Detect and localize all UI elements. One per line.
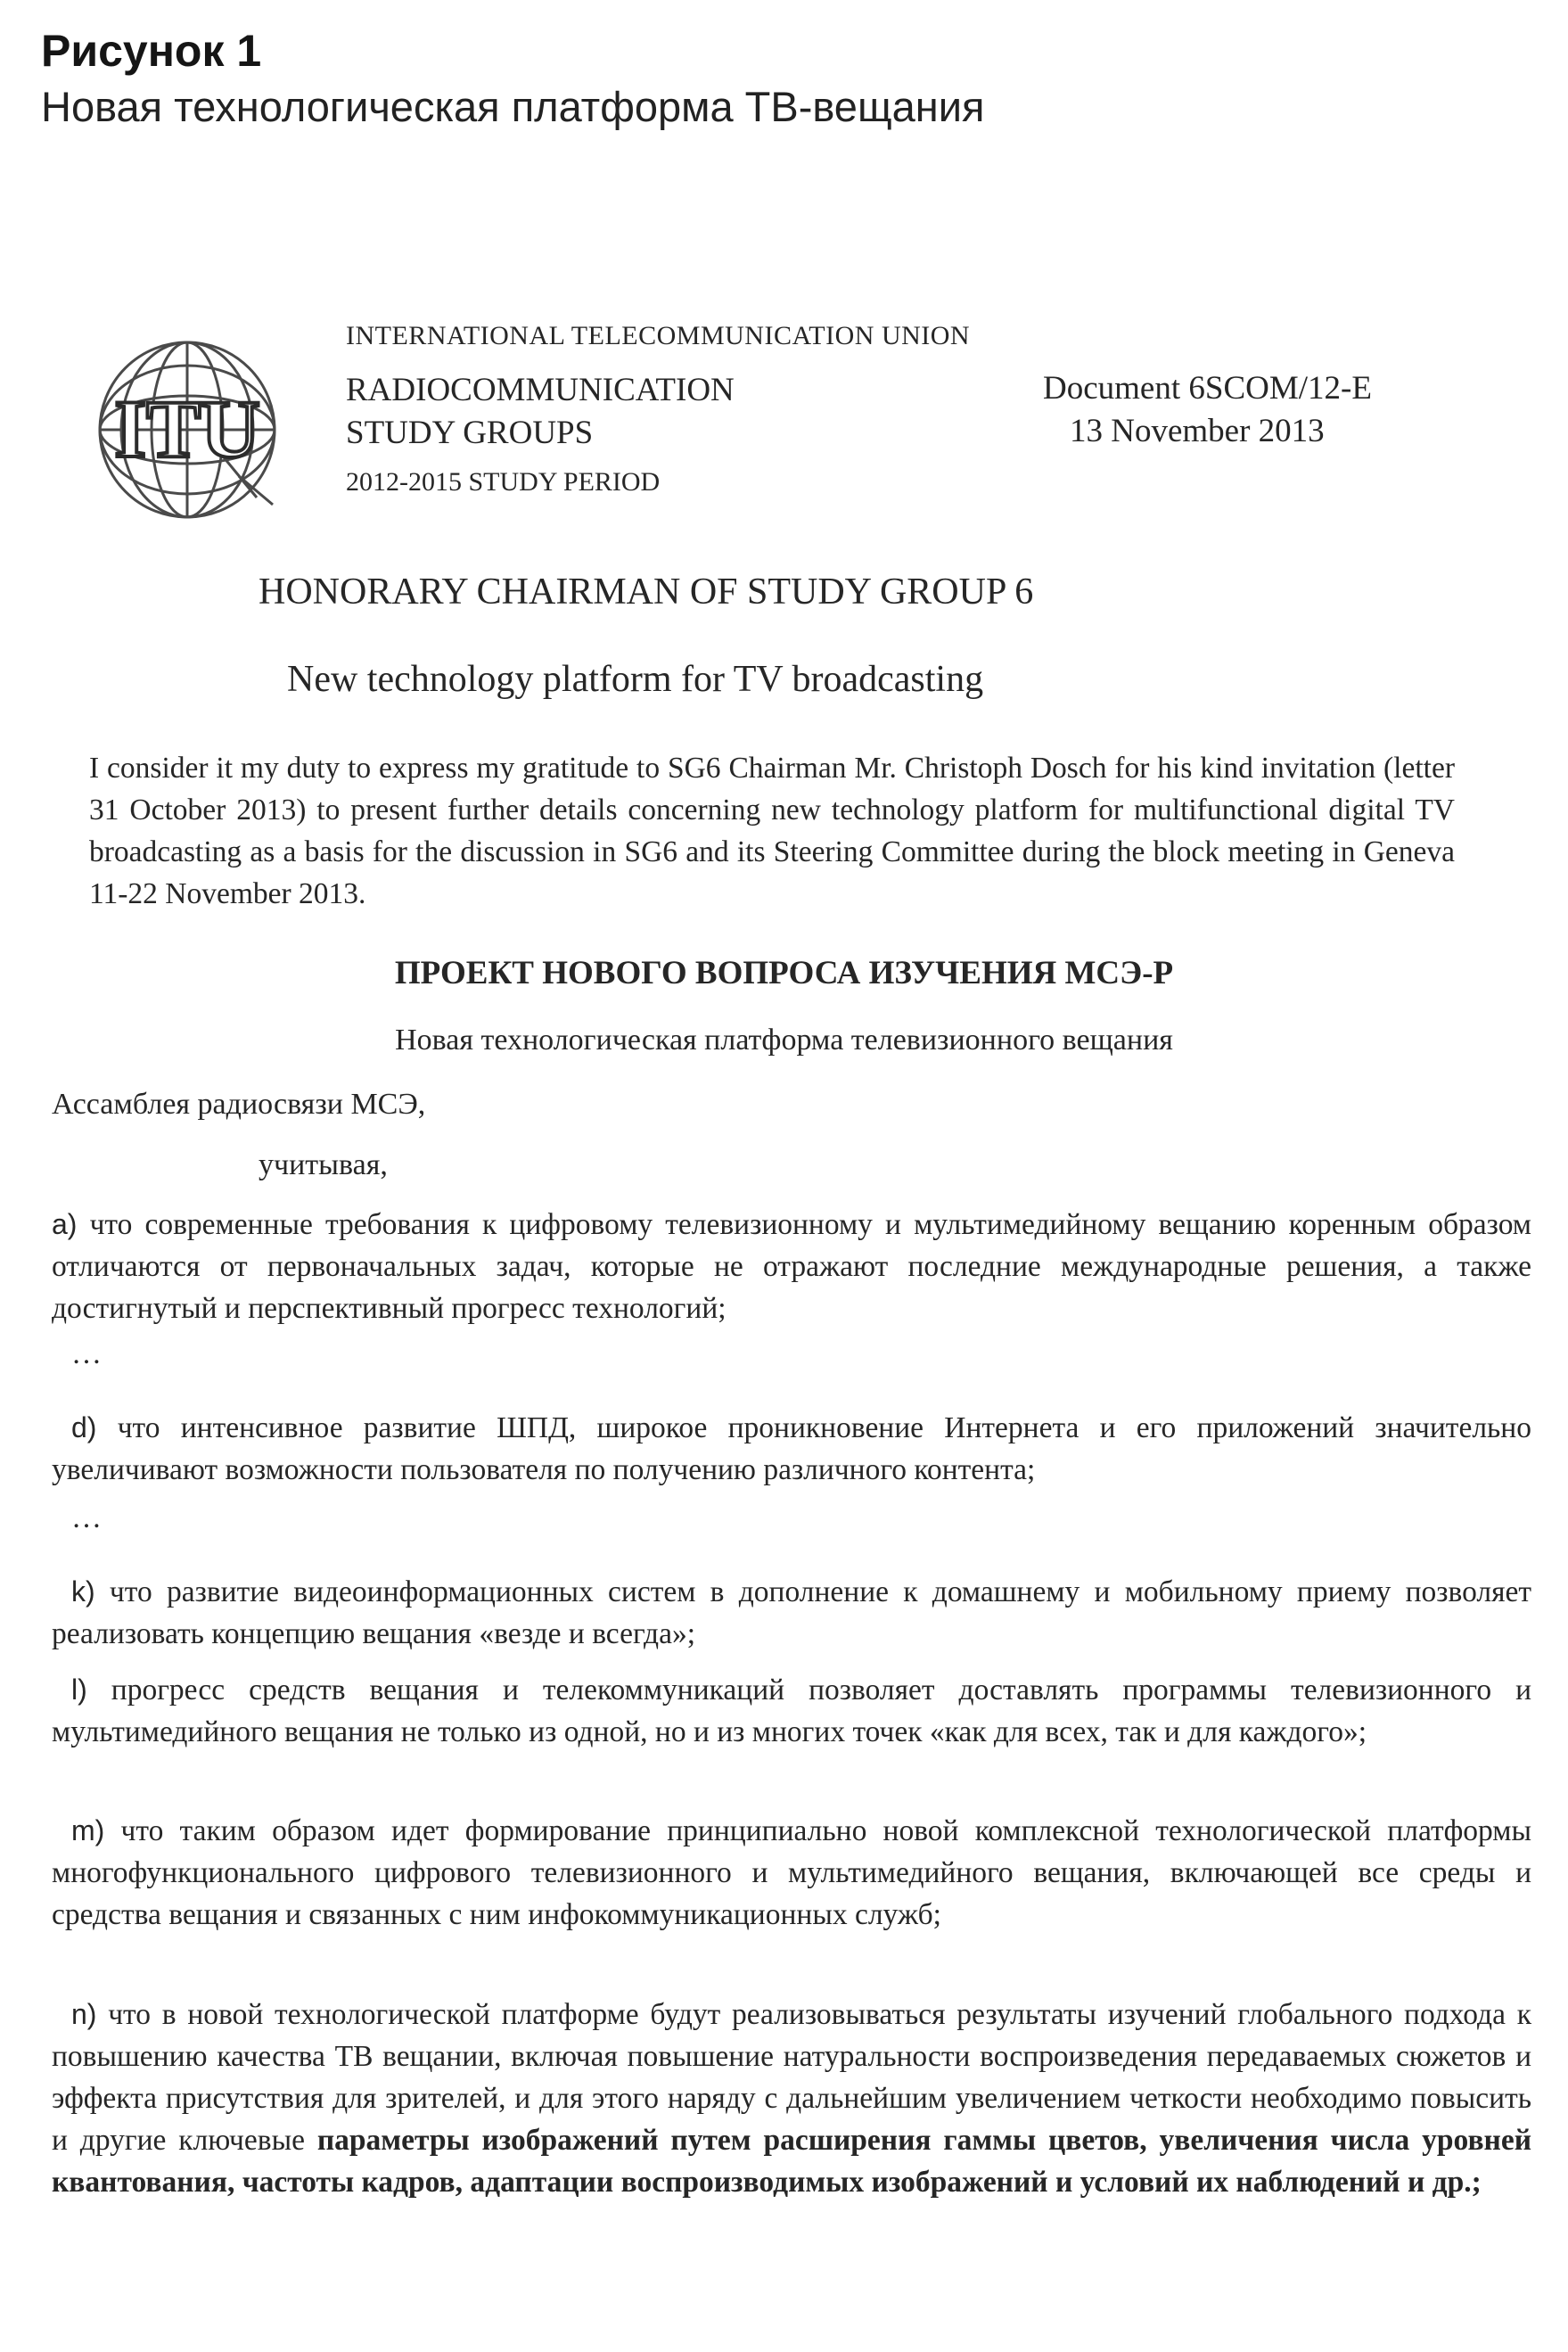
question-subtitle: Новая технологическая платформа телевизионного вещания <box>395 1024 1173 1057</box>
item-n-text-bold: параметры изображений путем расширения гаммы цветов, увеличения числа уровней квантования, частоты кадров, адаптации воспроизводимых изображений и условий их наблюдений и др.; <box>52 2124 1532 2199</box>
item-d-label: d) <box>71 1411 97 1443</box>
item-l-label: l) <box>71 1674 87 1706</box>
considering-line: учитывая, <box>259 1148 388 1181</box>
subject-heading: New technology platform for TV broadcasting <box>287 659 984 700</box>
item-a <box>52 1204 1531 1329</box>
item-n-text: что в новой технологической платформе будут реализовываться результаты изучений глобального подхода к повышению качества ТВ вещании, включая повышение натуральности воспроизведения передаваемых сюжетов и эффекта присутствия для зрителей, и для этого наряду с дальнейшим увеличением четкости необходимо повысить и другие ключевые <box>52 1998 1531 2157</box>
question-title: ПРОЕКТ НОВОГО ВОПРОСА ИЗУЧЕНИЯ МСЭ-Р <box>394 955 1174 991</box>
item-a-label: а) <box>52 1208 78 1240</box>
itu-logo-icon <box>82 323 296 535</box>
item-k <box>52 1571 1531 1655</box>
item-l <box>52 1669 1531 1753</box>
document-number: Document 6SCOM/12-E <box>1043 370 1372 407</box>
sector-line-2: STUDY GROUPS <box>346 415 594 451</box>
intro-paragraph: I consider it my duty to express my gratitude to SG6 Chairman Mr. Christoph Dosch for his kind invitation (letter 31 October 2013) to present further details concerning new technology platform for multifunctional digital TV broadcasting as a basis for the discussion in SG6 and its Steering Committee during the block meeting in Geneva 11-22 November 2013. <box>89 752 1455 910</box>
study-period: 2012-2015 STUDY PERIOD <box>346 467 661 497</box>
item-m-text: что таким образом идет формирование принципиально новой комплексной технологической платформы многофункционального цифрового телевизионного и мультимедийного вещания, включающей все среды и средства вещания и связанных с ним инфокоммуникационных служб; <box>52 1814 1531 1931</box>
item-n <box>52 1994 1531 2203</box>
sector-name <box>346 369 735 455</box>
sector-line-1: RADIOCOMMUNICATION <box>346 372 735 408</box>
figure-title: Рисунок 1 <box>41 26 262 76</box>
item-k-label: k) <box>71 1575 95 1608</box>
document-date: 13 November 2013 <box>1070 413 1325 449</box>
organization-name: INTERNATIONAL TELECOMMUNICATION UNION <box>346 321 971 350</box>
item-a-text: что современные требования к цифровому телевизионному и мультимедийному вещанию коренным образом отличаются от первоначальных задач, которые не отражают последние международные решения, а также достигнутый и перспективный прогресс технологий; <box>52 1208 1532 1325</box>
ellipsis-2: … <box>71 1501 102 1534</box>
item-m <box>52 1810 1531 1936</box>
item-d-text: что интенсивное развитие ШПД, широкое проникновение Интернета и его приложений значительно увеличивают возможности пользователя по получению различного контента; <box>52 1411 1531 1486</box>
logo-text: ITU <box>114 383 260 474</box>
assembly-line: Ассамблея радиосвязи МСЭ, <box>52 1088 426 1121</box>
ellipsis-1: … <box>71 1337 102 1370</box>
author-heading: HONORARY CHAIRMAN OF STUDY GROUP 6 <box>259 572 1034 613</box>
item-m-label: m) <box>71 1814 105 1846</box>
item-n-label: n) <box>71 1998 97 2030</box>
item-k-text: что развитие видеоинформационных систем в дополнение к домашнему и мобильному приему позволяет реализовать концепцию вещания «везде и всегда»; <box>52 1575 1532 1650</box>
item-l-text: прогресс средств вещания и телекоммуникаций позволяет доставлять программы телевизионного и мультимедийного вещания не только из одной, но и из многих точек «как для всех, так и для каждого»; <box>52 1674 1531 1748</box>
item-d <box>52 1407 1531 1491</box>
figure-subtitle: Новая технологическая платформа ТВ-вещания <box>41 83 985 130</box>
